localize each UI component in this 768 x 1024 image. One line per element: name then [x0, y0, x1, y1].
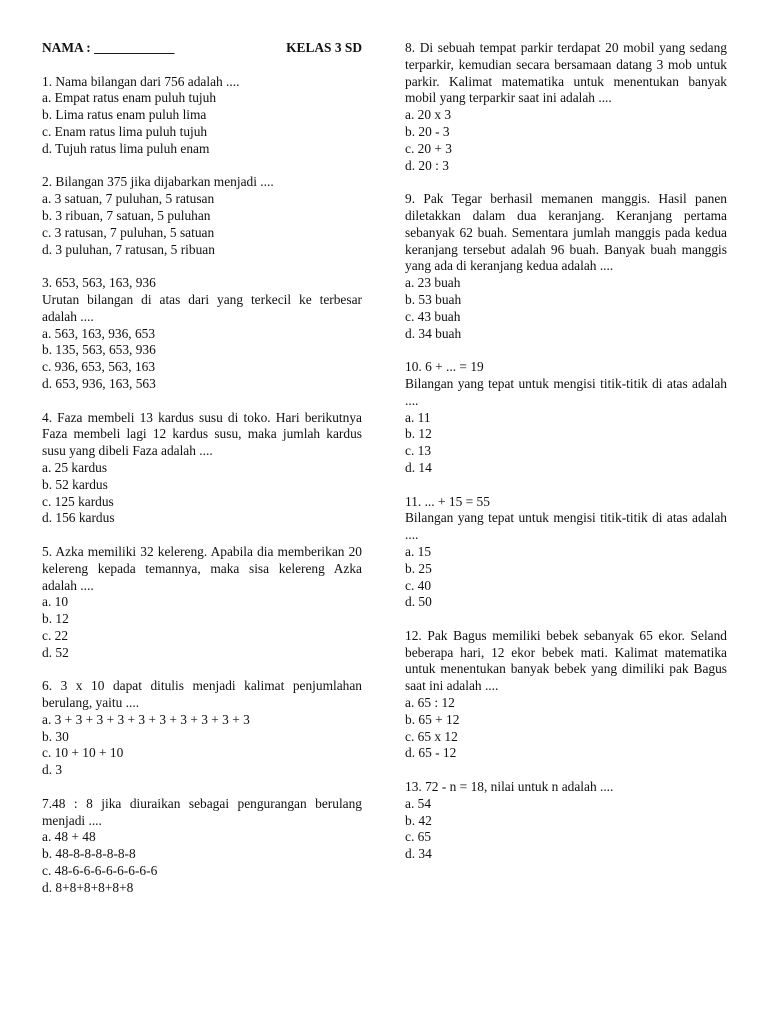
- answer-option: a. 65 : 12: [405, 695, 455, 711]
- question-text: 11. ... + 15 = 55: [405, 493, 490, 509]
- answer-option: d. 50: [405, 594, 432, 610]
- answer-option: d. 156 kardus: [42, 510, 115, 526]
- question-subtext: Bilangan yang tepat untuk mengisi titik-titik di atas adalah ....: [405, 510, 727, 543]
- answer-option: a. 15: [405, 543, 432, 559]
- answer-option: a. 11: [405, 409, 431, 425]
- question-item: [405, 191, 727, 342]
- answer-option: b. 25: [405, 560, 432, 576]
- question-item: [405, 40, 727, 174]
- answer-option: a. 25 kardus: [42, 459, 108, 475]
- question-item: [405, 779, 727, 863]
- answer-option: d. 20 : 3: [405, 157, 449, 173]
- question-text: 10. 6 + ... = 19: [405, 359, 484, 375]
- answer-option: b. 53 buah: [405, 291, 462, 307]
- answer-option: b. 52 kardus: [42, 476, 108, 492]
- answer-option: d. 34 buah: [405, 325, 462, 341]
- answer-option: a. 3 satuan, 7 puluhan, 5 ratusan: [42, 191, 215, 207]
- question-item: [42, 74, 362, 158]
- question-text: 7.48 : 8 jika diuraikan sebagai pengurangan berulang menjadi ....: [42, 795, 362, 828]
- answer-option: b. Lima ratus enam puluh lima: [42, 107, 207, 123]
- question-item: [42, 275, 362, 393]
- answer-option: b. 30: [42, 728, 69, 744]
- question-text: 13. 72 - n = 18, nilai untuk n adalah ....: [405, 779, 614, 795]
- name-field-label: NAMA : ____________: [42, 40, 175, 55]
- left-column: [42, 40, 362, 913]
- answer-option: d. 65 - 12: [405, 745, 457, 761]
- answer-option: c. 22: [42, 627, 69, 643]
- class-label: KELAS 3 SD: [286, 40, 362, 55]
- answer-option: b. 20 - 3: [405, 123, 450, 139]
- answer-option: c. 3 ratusan, 7 puluhan, 5 satuan: [42, 224, 215, 240]
- answer-option: b. 135, 563, 653, 936: [42, 342, 156, 358]
- answer-option: d. 3 puluhan, 7 ratusan, 5 ribuan: [42, 241, 215, 257]
- worksheet-header: [42, 40, 362, 57]
- answer-option: c. 20 + 3: [405, 140, 452, 156]
- answer-option: b. 3 ribuan, 7 satuan, 5 puluhan: [42, 207, 211, 223]
- right-column: [405, 40, 727, 880]
- answer-option: a. 20 x 3: [405, 107, 452, 123]
- question-text: 3. 653, 563, 163, 936: [42, 275, 156, 291]
- answer-option: d. 8+8+8+8+8+8: [42, 879, 134, 895]
- answer-option: c. 65 x 12: [405, 728, 458, 744]
- answer-option: a. 54: [405, 795, 432, 811]
- answer-option: b. 12: [405, 426, 432, 442]
- question-text: 4. Faza membeli 13 kardus susu di toko. Hari berikutnya Faza membeli lagi 12 kardus susu, maka jumlah kardus susu yang dibeli Faza adalah ....: [42, 409, 362, 459]
- answer-option: a. 563, 163, 936, 653: [42, 325, 156, 341]
- answer-option: a. Empat ratus enam puluh tujuh: [42, 90, 217, 106]
- question-item: [405, 494, 727, 612]
- right-question-list: [405, 40, 727, 863]
- answer-option: c. 40: [405, 577, 432, 593]
- question-text: 6. 3 x 10 dapat ditulis menjadi kalimat penjumlahan berulang, yaitu ....: [42, 678, 362, 711]
- answer-option: c. 43 buah: [405, 308, 461, 324]
- answer-option: c. 48-6-6-6-6-6-6-6-6: [42, 863, 158, 879]
- question-item: [405, 628, 727, 762]
- answer-option: d. 52: [42, 644, 69, 660]
- question-text: 8. Di sebuah tempat parkir terdapat 20 mobil yang sedang terparkir, kemudian secara bersamaan datang 3 mob untuk parkir. Kalimat matematika untuk menentukan banyak mobil yang terparkir saat ini adalah ....: [405, 40, 727, 106]
- answer-option: d. Tujuh ratus lima puluh enam: [42, 140, 210, 156]
- question-text: 1. Nama bilangan dari 756 adalah ....: [42, 73, 240, 89]
- answer-option: d. 653, 936, 163, 563: [42, 375, 156, 391]
- question-text: 5. Azka memiliki 32 kelereng. Apabila dia memberikan 20 kelereng kepada temannya, maka sisa kelereng Azka adalah ....: [42, 543, 362, 593]
- answer-option: c. 13: [405, 443, 432, 459]
- left-question-list: [42, 74, 362, 897]
- question-text: 2. Bilangan 375 jika dijabarkan menjadi ....: [42, 174, 274, 190]
- question-item: [42, 174, 362, 258]
- question-item: [42, 544, 362, 662]
- answer-option: d. 3: [42, 762, 63, 778]
- answer-option: a. 3 + 3 + 3 + 3 + 3 + 3 + 3 + 3 + 3 + 3: [42, 711, 250, 727]
- answer-option: b. 12: [42, 611, 69, 627]
- answer-option: c. 65: [405, 829, 432, 845]
- question-item: [405, 359, 727, 477]
- answer-option: b. 65 + 12: [405, 711, 460, 727]
- answer-option: a. 23 buah: [405, 275, 461, 291]
- question-text: 9. Pak Tegar berhasil memanen manggis. Hasil panen diletakkan dalam dua keranjang. Keranjang pertama sebanyak 62 buah. Sementara jumlah manggis pada kedua keranjang tersebut adalah 96 buah. Banyak buah manggis yang ada di keranjang kedua adalah ....: [405, 191, 727, 274]
- question-subtext: Bilangan yang tepat untuk mengisi titik-titik di atas adalah ....: [405, 375, 727, 408]
- answer-option: d. 14: [405, 459, 432, 475]
- answer-option: b. 48-8-8-8-8-8-8: [42, 846, 136, 862]
- question-subtext: Urutan bilangan di atas dari yang terkecil ke terbesar adalah ....: [42, 291, 362, 324]
- answer-option: d. 34: [405, 846, 432, 862]
- answer-option: c. Enam ratus lima puluh tujuh: [42, 123, 208, 139]
- answer-option: a. 10: [42, 594, 69, 610]
- question-item: [42, 796, 362, 897]
- answer-option: b. 42: [405, 812, 432, 828]
- question-item: [42, 678, 362, 779]
- answer-option: c. 936, 653, 563, 163: [42, 359, 156, 375]
- answer-option: c. 125 kardus: [42, 493, 114, 509]
- answer-option: a. 48 + 48: [42, 829, 96, 845]
- answer-option: c. 10 + 10 + 10: [42, 745, 124, 761]
- question-item: [42, 410, 362, 528]
- question-text: 12. Pak Bagus memiliki bebek sebanyak 65 ekor. Seland beberapa hari, 12 ekor bebek mati. Kalimat matematika untuk menentukan banyak bebek yang dimiliki pak Bagus saat ini adalah ....: [405, 627, 727, 694]
